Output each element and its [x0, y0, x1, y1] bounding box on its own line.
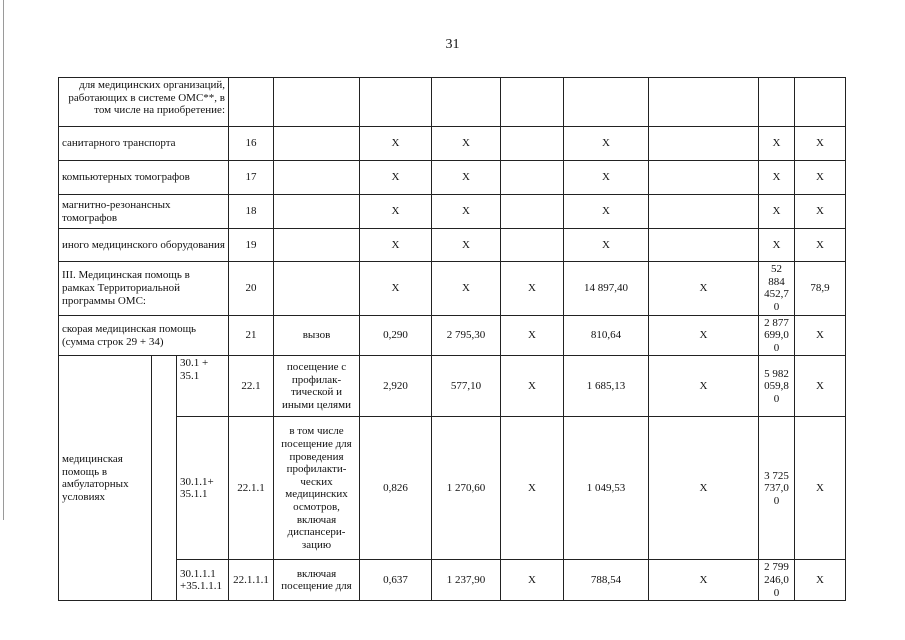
value-cell: [501, 127, 564, 161]
value-cell: X: [432, 127, 501, 161]
value-cell: X: [432, 161, 501, 195]
value-cell: X: [795, 417, 846, 560]
table-row: [59, 417, 846, 560]
table-row: [59, 315, 846, 356]
unit-cell: включая посещение для: [274, 560, 360, 601]
table-row: [59, 161, 846, 195]
row-code: 20: [229, 262, 274, 316]
row-label: санитарного транспорта: [59, 127, 229, 161]
value-cell: X: [564, 127, 649, 161]
unit-cell: вызов: [274, 315, 360, 356]
value-cell: 2,920: [360, 356, 432, 417]
unit-cell: [274, 127, 360, 161]
table-row: [59, 229, 846, 262]
value-cell: [501, 195, 564, 229]
value-cell: [501, 78, 564, 127]
value-cell: X: [759, 229, 795, 262]
value-cell: X: [360, 127, 432, 161]
value-cell: 1 685,13: [564, 356, 649, 417]
row-code-cell: [229, 78, 274, 127]
value-cell: X: [795, 229, 846, 262]
unit-cell: [274, 229, 360, 262]
value-cell: 2 877 699,00: [759, 315, 795, 356]
row-label: иного медицинского оборудования: [59, 229, 229, 262]
value-cell: 1 237,90: [432, 560, 501, 601]
unit-cell: [274, 262, 360, 316]
value-cell: [649, 195, 759, 229]
value-cell: [649, 161, 759, 195]
value-cell: 0,826: [360, 417, 432, 560]
row-label: скорая медицинская помощь (сумма строк 29 + 34): [59, 315, 229, 356]
value-cell: [795, 78, 846, 127]
value-cell: X: [564, 229, 649, 262]
row-code: 19: [229, 229, 274, 262]
value-cell: 52 884 452,70: [759, 262, 795, 316]
value-cell: X: [649, 262, 759, 316]
table-row: [59, 356, 846, 417]
row-code: 16: [229, 127, 274, 161]
value-cell: [564, 78, 649, 127]
value-cell: X: [501, 262, 564, 316]
value-cell: 810,64: [564, 315, 649, 356]
table-row: [59, 78, 846, 127]
scan-edge-line: [3, 0, 4, 520]
row-code: 22.1.1: [229, 417, 274, 560]
value-cell: X: [649, 560, 759, 601]
unit-cell: [274, 161, 360, 195]
value-cell: X: [564, 161, 649, 195]
value-cell: X: [759, 161, 795, 195]
value-cell: X: [649, 417, 759, 560]
value-cell: 0,290: [360, 315, 432, 356]
value-cell: 1 049,53: [564, 417, 649, 560]
table-row: [59, 262, 846, 316]
table-row: [59, 195, 846, 229]
row-label: магнитно-резонансных томографов: [59, 195, 229, 229]
row-reference: 30.1 + 35.1: [177, 356, 229, 417]
value-cell: X: [501, 417, 564, 560]
row-label: III. Медицинская помощь в рамках Территориальной программы ОМС:: [59, 262, 229, 316]
row-label: для медицинских организаций, работающих в системе ОМС**, в том числе на приобретение:: [59, 78, 229, 127]
value-cell: X: [360, 229, 432, 262]
value-cell: X: [501, 356, 564, 417]
value-cell: 5 982 059,80: [759, 356, 795, 417]
sum-rows-label: [152, 356, 177, 601]
value-cell: 1 270,60: [432, 417, 501, 560]
value-cell: [501, 161, 564, 195]
row-code: 22.1.1.1: [229, 560, 274, 601]
row-code: 22.1: [229, 356, 274, 417]
value-cell: [649, 78, 759, 127]
value-cell: 3 725 737,00: [759, 417, 795, 560]
value-cell: X: [501, 315, 564, 356]
value-cell: X: [759, 195, 795, 229]
value-cell: 0,637: [360, 560, 432, 601]
value-cell: X: [360, 262, 432, 316]
unit-cell: в том числе посещение для проведения профилакти-ческих медицинских осмотров, включая диспансери-зацию: [274, 417, 360, 560]
value-cell: X: [360, 195, 432, 229]
row-code: 21: [229, 315, 274, 356]
value-cell: 78,9: [795, 262, 846, 316]
value-cell: X: [564, 195, 649, 229]
table-row: [59, 560, 846, 601]
row-label: компьютерных томографов: [59, 161, 229, 195]
value-cell: X: [795, 315, 846, 356]
value-cell: [432, 78, 501, 127]
row-reference: 30.1.1.1 +35.1.1.1: [177, 560, 229, 601]
value-cell: X: [501, 560, 564, 601]
value-cell: X: [795, 161, 846, 195]
value-cell: X: [649, 356, 759, 417]
value-cell: X: [432, 262, 501, 316]
value-cell: [649, 229, 759, 262]
value-cell: 2 795,30: [432, 315, 501, 356]
value-cell: [501, 229, 564, 262]
value-cell: X: [360, 161, 432, 195]
row-code: 18: [229, 195, 274, 229]
value-cell: X: [432, 229, 501, 262]
value-cell: 2 799 246,00: [759, 560, 795, 601]
financing-table: [58, 77, 846, 601]
row-reference: 30.1.1+ 35.1.1: [177, 417, 229, 560]
value-cell: X: [795, 127, 846, 161]
value-cell: X: [759, 127, 795, 161]
value-cell: X: [795, 356, 846, 417]
unit-cell: [274, 78, 360, 127]
unit-cell: посещение с профилак-тической и иными целями: [274, 356, 360, 417]
value-cell: [649, 127, 759, 161]
page-number: 31: [445, 37, 460, 52]
value-cell: X: [795, 195, 846, 229]
value-cell: [360, 78, 432, 127]
value-cell: 14 897,40: [564, 262, 649, 316]
value-cell: X: [649, 315, 759, 356]
value-cell: 577,10: [432, 356, 501, 417]
value-cell: X: [432, 195, 501, 229]
value-cell: X: [795, 560, 846, 601]
value-cell: [759, 78, 795, 127]
table-row: [59, 127, 846, 161]
row-code: 17: [229, 161, 274, 195]
ambulatory-label: медицинская помощь в амбулаторных условиях: [59, 356, 152, 601]
unit-cell: [274, 195, 360, 229]
value-cell: 788,54: [564, 560, 649, 601]
